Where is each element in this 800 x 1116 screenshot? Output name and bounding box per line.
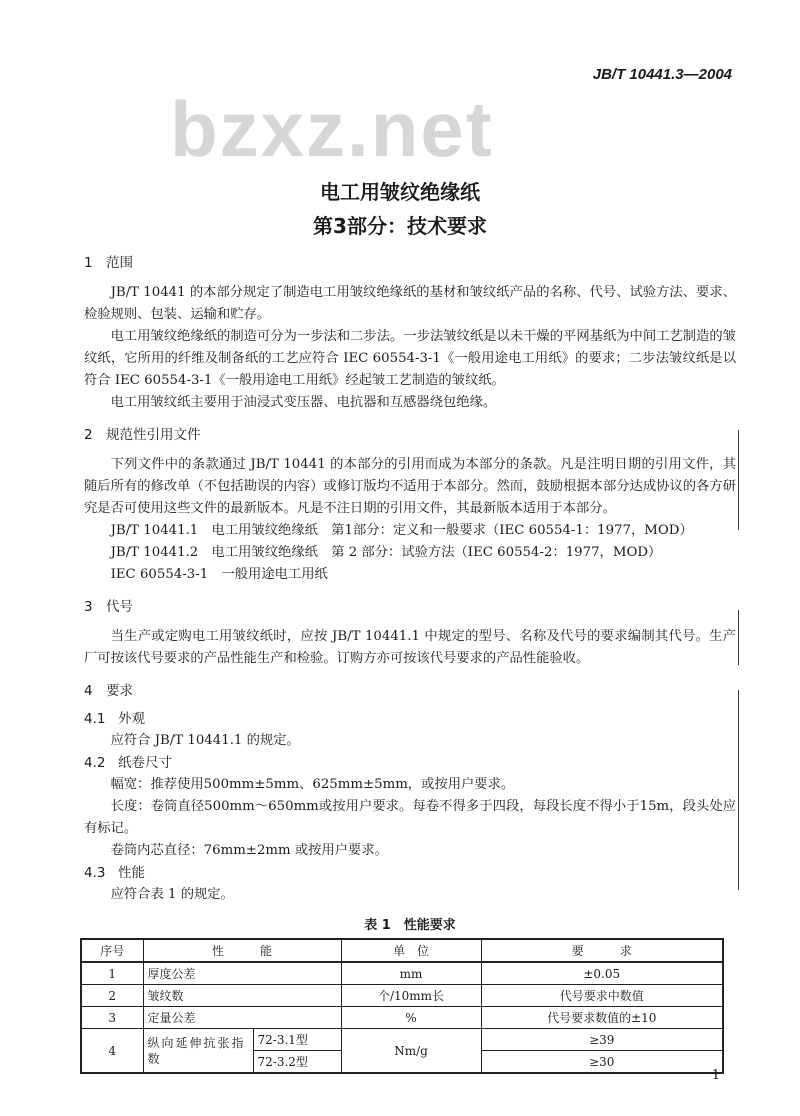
section-number: 1 [84, 255, 93, 271]
paragraph: 下列文件中的条款通过 JB/T 10441 的本部分的引用而成为本部分的条款。凡是注明日期的引用文件，其随后所有的修改单（不包括勘误的内容）或修订版均不适用于本部分。然而，鼓励根据本部分达成协议的各方研究是否可使用这些文件的最新版本。凡是不注日期的引用文件，其最新版本适用于本部分。 [84, 457, 736, 516]
cell-requirement: 代号要求数值的±10 [481, 1007, 723, 1029]
section-number: 4.1 [84, 711, 106, 727]
table-row [81, 1029, 723, 1051]
cell-requirement: ≥30 [481, 1051, 723, 1074]
section-heading [84, 424, 736, 446]
cell-no: 3 [81, 1007, 143, 1029]
column-header: 单 位 [341, 939, 481, 962]
section-title: 纸卷尺寸 [118, 755, 172, 771]
paragraph: 卷筒内芯直径：76mm±2mm 或按用户要求。 [110, 843, 388, 858]
table-caption: 表 1 性能要求 [364, 918, 456, 933]
column-header: 性 能 [143, 939, 341, 962]
paragraph: 幅宽：推荐使用500mm±5mm、625mm±5mm，或按用户要求。 [110, 777, 515, 792]
cell-requirement: 代号要求中数值 [481, 985, 723, 1007]
section-number: 4.2 [84, 755, 106, 771]
reference-item: IEC 60554-3-1 一般用途电工用纸 [110, 567, 328, 582]
performance-table [80, 938, 724, 1074]
section-number: 4.3 [84, 865, 106, 881]
cell-property: 纵向延伸抗张指数 [143, 1029, 253, 1074]
section-1 [84, 252, 736, 414]
section-3 [84, 596, 736, 670]
standard-number: JB/T 10441.3—2004 [592, 66, 732, 83]
section-heading [84, 596, 736, 618]
cell-type: 72-3.2型 [253, 1051, 341, 1074]
paragraph: JB/T 10441 的本部分规定了制造电工用皱纹绝缘纸的基材和皱纹纸产品的名称、代号、试验方法、要求、检验规则、包装、运输和贮存。 [84, 285, 736, 322]
cell-unit: mm [341, 962, 481, 985]
paragraph: 当生产或定购电工用皱纹纸时，应按 JB/T 10441.1 中规定的型号、名称及代号的要求编制其代号。生产厂可按该代号要求的产品性能生产和检验。订购方亦可按该代号要求的产品性能验收。 [84, 629, 736, 666]
section-heading [84, 680, 736, 702]
margin-line [738, 610, 739, 665]
paragraph: 电工用皱纹绝缘纸的制造可分为一步法和二步法。一步法皱纹纸是以未干燥的平网基纸为中间工艺制造的皱纹纸，它所用的纤维及制备纸的工艺应符合 IEC 60554-3-1《一般用途电工用纸》的要求；二步法皱纹纸是以符合 IEC 60554-3-1《一般用途电工用纸》经起皱工艺制造的皱纹纸。 [84, 329, 736, 388]
document-body [84, 252, 736, 1074]
cell-no: 2 [81, 985, 143, 1007]
cell-unit: Nm/g [341, 1029, 481, 1074]
margin-line [738, 430, 739, 530]
cell-property: 厚度公差 [143, 962, 341, 985]
section-heading [84, 252, 736, 274]
section-title: 要求 [106, 683, 133, 699]
cell-no: 4 [81, 1029, 143, 1074]
paragraph: 应符合 JB/T 10441.1 的规定。 [110, 733, 300, 748]
section-title: 性能 [118, 865, 145, 881]
subsection-heading [84, 708, 736, 730]
section-title: 外观 [118, 711, 145, 727]
section-title: 代号 [106, 599, 133, 615]
subsection-heading [84, 752, 736, 774]
page-number: 1 [711, 1068, 720, 1083]
cell-unit: 个/10mm长 [341, 985, 481, 1007]
cell-property: 定量公差 [143, 1007, 341, 1029]
paragraph: 应符合表 1 的规定。 [110, 887, 234, 902]
cell-requirement: ±0.05 [481, 962, 723, 985]
column-header: 要 求 [481, 939, 723, 962]
paragraph: 长度：卷筒直径500mm～650mm或按用户要求。每卷不得多于四段，每段长度不得小于15m，段头处应有标记。 [84, 799, 736, 836]
cell-requirement: ≥39 [481, 1029, 723, 1051]
table-row [81, 985, 723, 1007]
section-title: 规范性引用文件 [106, 427, 201, 443]
document-subtitle: 第3部分：技术要求 [313, 214, 487, 238]
table-header-row [81, 939, 723, 962]
watermark: bzxz.net [170, 85, 494, 173]
paragraph: 电工用皱纹纸主要用于油浸式变压器、电抗器和互感器绕包绝缘。 [110, 395, 497, 410]
margin-line [738, 690, 739, 890]
section-number: 2 [84, 427, 93, 443]
reference-item: JB/T 10441.1 电工用皱纹绝缘纸 第1部分：定义和一般要求（IEC 60554-1：1977，MOD） [110, 523, 693, 538]
section-title: 范围 [106, 255, 133, 271]
cell-no: 1 [81, 962, 143, 985]
table-row [81, 1007, 723, 1029]
column-header: 序号 [81, 939, 143, 962]
section-4 [84, 680, 736, 906]
reference-item: JB/T 10441.2 电工用皱纹绝缘纸 第 2 部分：试验方法（IEC 60554-2：1977，MOD） [110, 545, 662, 560]
cell-property: 皱纹数 [143, 985, 341, 1007]
cell-unit: % [341, 1007, 481, 1029]
table-row [81, 962, 723, 985]
subsection-heading [84, 862, 736, 884]
section-number: 3 [84, 599, 93, 615]
document-title: 电工用皱纹绝缘纸 [320, 180, 480, 204]
cell-type: 72-3.1型 [253, 1029, 341, 1051]
section-number: 4 [84, 683, 93, 699]
section-2 [84, 424, 736, 586]
